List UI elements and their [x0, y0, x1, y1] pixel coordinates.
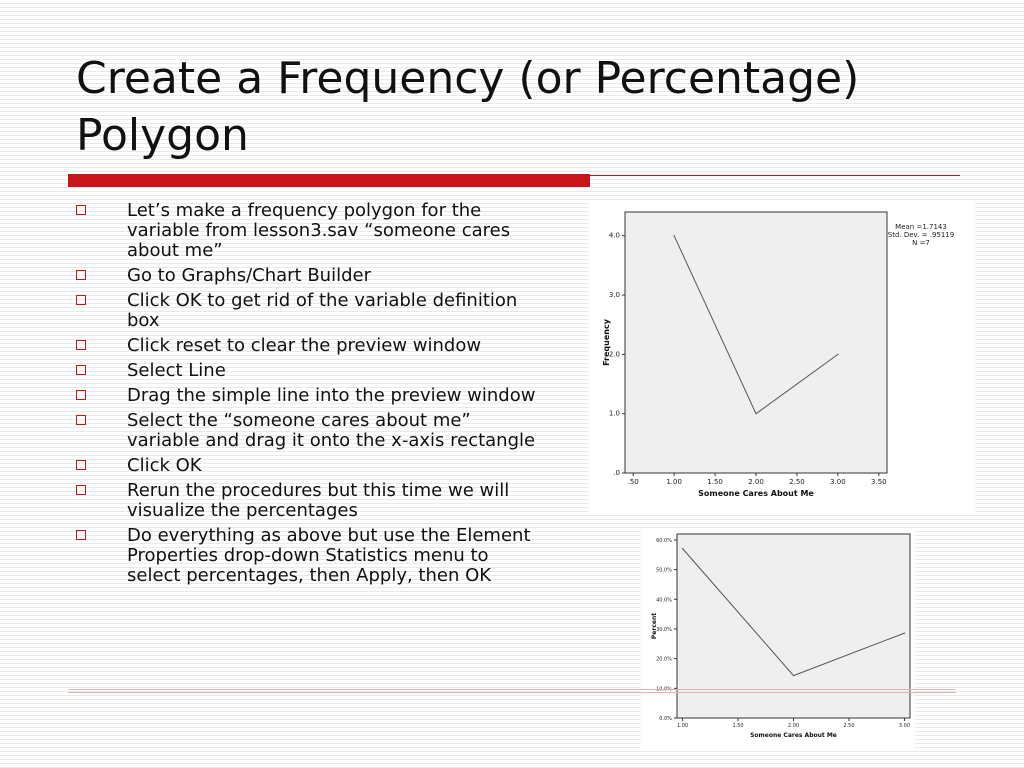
bullet-text: Select Line — [127, 360, 226, 381]
x-tick-label: 1.50 — [707, 478, 723, 486]
percentage-polygon-chart — [641, 530, 914, 748]
x-tick-label: 2.50 — [789, 478, 805, 486]
bullet-item — [76, 456, 546, 476]
bullet-text: Drag the simple line into the preview window — [127, 385, 536, 406]
slide-title — [76, 50, 976, 164]
frequency-chart-svg — [589, 200, 975, 513]
bullet-text: Select the “someone cares about me” variable and drag it onto the x-axis rectangle — [127, 410, 536, 451]
bullet-text: Click reset to clear the preview window — [127, 335, 482, 356]
square-bullet-icon — [76, 295, 86, 305]
footer-rule — [68, 692, 956, 693]
square-bullet-icon — [76, 340, 86, 350]
y-axis-label: Frequency — [602, 319, 611, 366]
x-axis-label: Someone Cares About Me — [750, 732, 837, 739]
y-tick-label: 4.0 — [608, 231, 620, 240]
bullet-text: Click OK to get rid of the variable definition box — [127, 290, 518, 331]
y-tick-label: 2.0 — [608, 350, 620, 359]
y-tick-label: 50.0% — [656, 567, 672, 574]
data-point — [755, 413, 756, 414]
square-bullet-icon — [76, 205, 86, 215]
data-point — [837, 354, 838, 355]
square-bullet-icon — [76, 530, 86, 540]
bullet-text: Go to Graphs/Chart Builder — [127, 265, 371, 286]
x-tick-label: .50 — [627, 478, 639, 486]
slide-title-line2: Polygon — [76, 110, 249, 161]
x-tick-label: 3.00 — [830, 478, 846, 486]
bullet-item — [76, 336, 546, 356]
bullet-item — [76, 361, 546, 381]
title-underline-rule — [590, 175, 960, 176]
bullet-item — [76, 201, 546, 261]
y-tick-label: 60.0% — [656, 537, 672, 544]
x-tick-label: 1.50 — [732, 723, 744, 729]
bullet-item — [76, 481, 546, 521]
y-tick-label: 30.0% — [656, 626, 672, 633]
square-bullet-icon — [76, 270, 86, 280]
slide-title-line1: Create a Frequency (or Percentage) — [76, 53, 860, 104]
stats-label: Mean =1.7143 — [895, 223, 947, 231]
square-bullet-icon — [76, 365, 86, 375]
y-tick-label: 0.0% — [659, 716, 672, 722]
x-tick-label: 2.50 — [843, 723, 855, 729]
data-point — [793, 675, 794, 676]
x-axis-label: Someone Cares About Me — [698, 489, 814, 498]
bullet-text: Click OK — [127, 455, 202, 476]
y-axis-label: Percent — [651, 612, 658, 640]
footer-rule — [68, 689, 956, 690]
bullet-item — [76, 266, 546, 286]
plot-area — [677, 534, 910, 718]
data-point — [682, 548, 683, 549]
y-tick-label: 1.0 — [608, 409, 620, 418]
y-tick-label: .0 — [613, 469, 620, 477]
data-point — [904, 633, 905, 634]
title-underline-bar — [68, 174, 590, 187]
bullet-text: Do everything as above but use the Element Properties drop-down Statistics menu to select percentages, then Apply, then OK — [127, 525, 531, 586]
data-point — [674, 235, 675, 236]
y-tick-label: 20.0% — [656, 656, 672, 663]
x-tick-label: 1.00 — [676, 723, 689, 729]
stats-label: N =7 — [912, 239, 930, 247]
y-tick-label: 3.0 — [608, 291, 620, 300]
plot-area — [625, 212, 887, 473]
x-tick-label: 2.00 — [748, 478, 764, 486]
square-bullet-icon — [76, 390, 86, 400]
square-bullet-icon — [76, 485, 86, 495]
x-tick-label: 2.00 — [787, 723, 800, 729]
bullet-item — [76, 411, 546, 451]
bullet-item — [76, 526, 546, 586]
square-bullet-icon — [76, 415, 86, 425]
frequency-polygon-chart — [589, 200, 975, 513]
y-tick-label: 40.0% — [656, 597, 672, 604]
x-tick-label: 3.00 — [898, 723, 911, 729]
bullet-item — [76, 386, 546, 406]
bullet-text: Rerun the procedures but this time we will visualize the percentages — [127, 480, 510, 521]
stats-label: Std. Dev. = .95119 — [887, 231, 955, 239]
percentage-chart-svg — [641, 530, 914, 748]
square-bullet-icon — [76, 460, 86, 470]
bullet-item — [76, 291, 546, 331]
bullet-text: Let’s make a frequency polygon for the variable from lesson3.sav “someone cares about me” — [127, 200, 511, 261]
bullet-list — [76, 201, 546, 591]
x-tick-label: 3.50 — [871, 478, 887, 486]
x-tick-label: 1.00 — [666, 478, 682, 486]
